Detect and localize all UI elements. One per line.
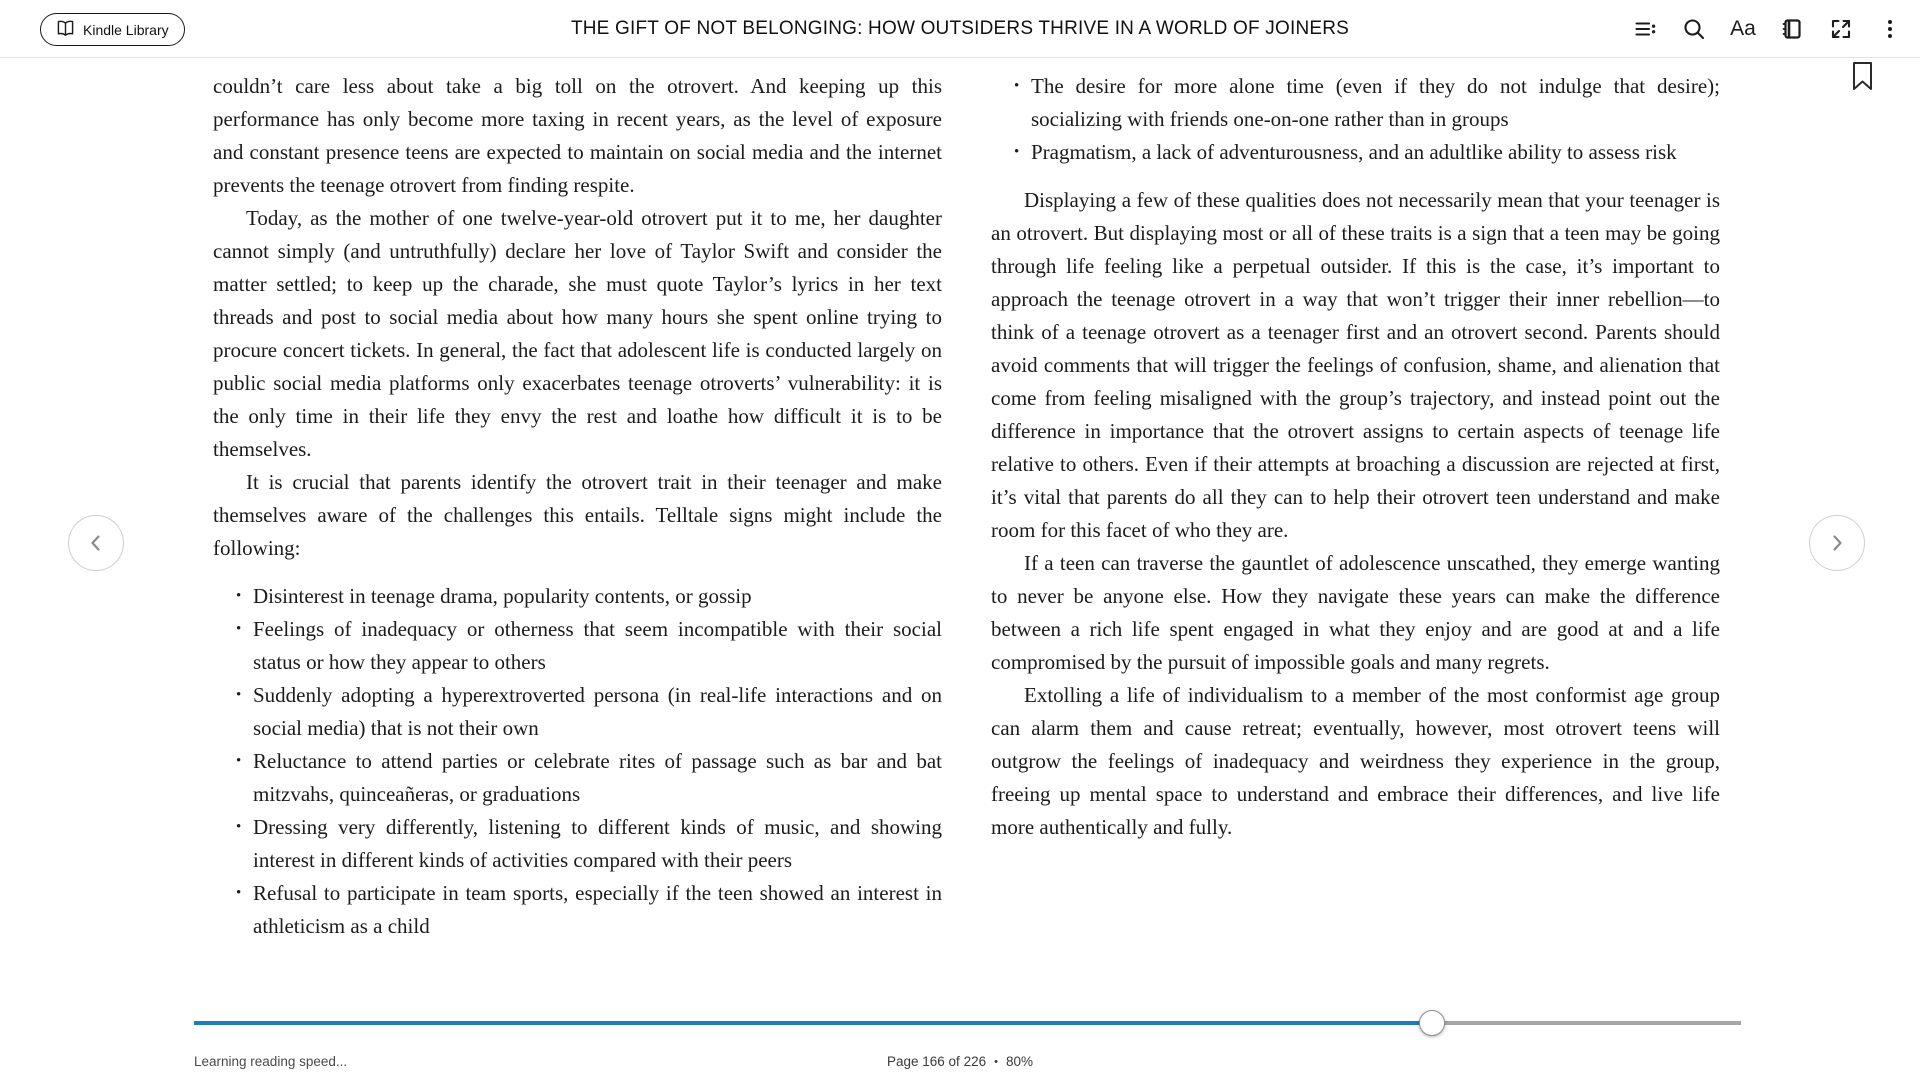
chevron-right-icon [1826,532,1848,554]
bookmark-icon[interactable] [1851,61,1874,94]
list-item: • Reluctance to attend parties or celebrate rites of passage such as bar and bat mitzvahs, quinceañeras, or graduations [253,745,942,811]
kindle-library-button[interactable] [40,13,185,46]
separator-dot: • [994,1055,998,1068]
paragraph: It is crucial that parents identify the otrovert trait in their teenager and make themselves aware of the challenges this entails. Telltale signs might include the following: [213,470,942,560]
top-toolbar [0,0,1920,58]
list-item: • Suddenly adopting a hyperextroverted persona (in real-life interactions and on social media) that is not their own [253,679,942,745]
percent-read: 80% [1005,1054,1033,1069]
search-icon[interactable] [1680,15,1708,43]
progress-fill [194,1021,1432,1025]
telltale-signs-list-continued [991,70,1720,169]
paragraph: If a teen can traverse the gauntlet of adolescence unscathed, they emerge wanting to never be anyone else. How they navigate these years can make the difference between a rich life spent engaged in what they enjoy and are good at and a life compromised by the pursuit of impossible goals and many regrets. [991,551,1720,674]
list-item: • The desire for more alone time (even if they do not indulge that desire); socializing with friends one-on-one rather than in groups [1031,70,1720,136]
page-info: Page 166 of 226 [887,1054,987,1069]
list-item: • Pragmatism, a lack of adventurousness, and an adultlike ability to assess risk [1031,136,1720,169]
list-item: • Dressing very differently, listening to different kinds of music, and showing interest in different kinds of activities compared with their peers [253,811,942,877]
reading-progress-slider[interactable] [194,1021,1741,1025]
paragraph: Displaying a few of these qualities does not necessarily mean that your teenager is an otrovert. But displaying most or all of these traits is a sign that a teen may be going through life feeling like a perpetual outsider. If this is the case, it’s important to approach the teenage otrovert in a way that won’t trigger their inner rebellion—to think of a teenage otrovert as a teenager first and an otrovert second. Parents should avoid comments that will trigger the feelings of confusion, shame, and alienation that come from feeling misaligned with the group’s trajectory, and instead point out the difference in importance that the otrovert assigns to certain aspects of teenage life relative to others. Even if their attempts at broaching a discussion are rejected at first, it’s vital that parents do all they can to help their otrovert teen understand and make room for this facet of who they are. [991,188,1720,542]
book-title: THE GIFT OF NOT BELONGING: HOW OUTSIDERS THRIVE IN A WORLD OF JOINERS [570,18,1350,39]
telltale-signs-list [213,580,942,943]
notebook-icon[interactable] [1778,15,1806,43]
paragraph: couldn’t care less about take a big toll on the otrovert. And keeping up this performance has only become more taxing in recent years, as the level of exposure and constant presence teens are expected to maintain on social media and the internet prevents the teenage otrovert from finding respite. [213,74,942,197]
kindle-library-label: Kindle Library [83,21,169,38]
paragraph: Today, as the mother of one twelve-year-old otrovert put it to me, her daughter cannot simply (and untruthfully) declare her love of Taylor Swift and consider the matter settled; to keep up the charade, she must quote Taylor’s lyrics in her text threads and post to social media about how many hours she spent online trying to procure concert tickets. In general, the fact that adolescent life is conducted largely on public social media platforms only exacerbates teenage otroverts’ vulnerability: it is the only time in their life they envy the rest and loathe how difficult it is to be themselves. [213,206,942,461]
overflow-menu-icon[interactable] [1876,15,1904,43]
chevron-left-icon [85,532,107,554]
list-item: • Refusal to participate in team sports, especially if the teen showed an interest in athleticism as a child [253,877,942,943]
fullscreen-icon[interactable] [1827,15,1855,43]
previous-page-button[interactable] [68,515,124,571]
page-progress [0,1054,1920,1069]
list-item: • Disinterest in teenage drama, popularity contents, or gossip [253,580,942,613]
aa-label: Aa [1730,17,1756,40]
list-item: • Feelings of inadequacy or otherness that seem incompatible with their social status or how they appear to others [253,613,942,679]
progress-knob[interactable] [1419,1010,1445,1036]
toolbar-icon-group [1631,0,1904,58]
right-column [991,70,1720,844]
toc-icon[interactable] [1631,15,1659,43]
next-page-button[interactable] [1809,515,1865,571]
font-settings-icon[interactable] [1729,15,1757,43]
paragraph: Extolling a life of individualism to a member of the most conformist age group can alarm them and cause retreat; eventually, however, most otrovert teens will outgrow the feelings of inadequacy and weirdness they experience in the group, freeing up mental space to understand and embrace their differences, and live life more authentically and fully. [991,683,1720,839]
reading-speed-status: Learning reading speed... [194,1054,348,1069]
left-column [213,70,942,958]
open-book-icon [56,20,75,40]
